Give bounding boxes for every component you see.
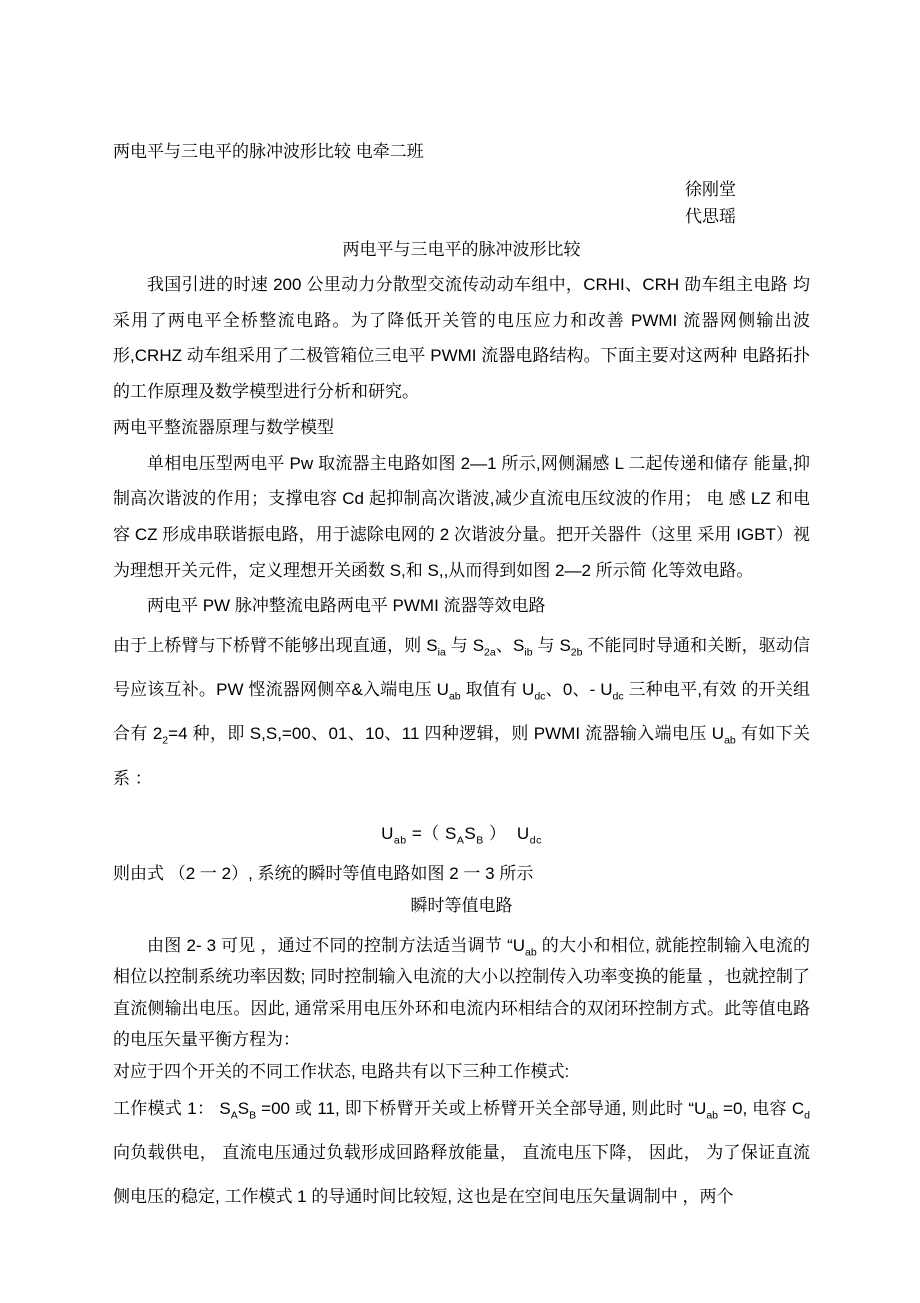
- work-modes-intro-line: 对应于四个开关的不同工作状态, 电路共有以下三种工作模式:: [113, 1061, 570, 1081]
- section-heading: 两电平整流器原理与数学模型: [113, 417, 334, 437]
- voltage-equation: $U_{ab}$ =（ $S_AS_B$ ） $U_{dc}$: [381, 823, 542, 847]
- doc-header-line: 两电平与三电平的脉冲波形比较 电牵二班: [113, 142, 424, 161]
- equation-reference-line: 则由式 （2 一 2）, 系统的瞬时等值电路如图 2 一 3 所示: [113, 864, 534, 884]
- control-method-paragraph: 由图 2- 3 可见 ，通过不同的控制方法适当调节 “$U_{ab}$ 的大小和相位, 就能控制输入电流的相位以控制系统功率因数; 同时控制输入电流的大小以控制传入功率变换的能量 ，也就控制了直流侧输出电压。因此, 通常采用电压外环和电流内环相结合的双闭环控制方式。此等值电路的电压矢量平衡方程为：: [113, 935, 810, 1050]
- document-title: 两电平与三电平的脉冲波形比较: [342, 239, 581, 259]
- intro-paragraph: 我国引进的时速 200 公里动力分散型交流传动动车组中，CRHI、CRH 劭车组主电路 均采用了两电平全桥整流电路。为了降低开关管的电压应力和改善 PWMI 流器网侧输出波形,CRHZ 动车组采用了二极管箱位三电平 PWMI 流器电路结构。下面主要对这两种 电路拓扑的工作原理及数学模型进行分析和研究。: [113, 275, 810, 402]
- author-block: [113, 177, 810, 230]
- figure-caption-equivalent-circuit: 两电平 PW 脉冲整流电路两电平 PWMI 流器等效电路: [147, 596, 546, 616]
- work-mode-1-paragraph: 工作模式 1： $S_AS_B =00$ 或 11, 即下桥臂开关或上桥臂开关全部导通, 则此时 “$U_{ab} =0$, 电容 $C_d$ 向负载供电， 直流电压通过负载形成回路释放能量， 直流电压下降， 因此， 为了保证直流侧电压的稳定, 工作模式 1 的导通时间比较短, 这也是在空间电压矢量调制中 ，两个: [113, 1099, 810, 1207]
- switch-logic-paragraph: 由于上桥臂与下桥臂不能够出现直通，则 $S_{ia}$ 与 $S_{2a}$、$S_{ib}$ 与 $S_{2b}$ 不能同时导通和关断，驱动信号应该互补。PW 悭流器网侧卒&入端电压 $U_{ab}$ 取值有 $U_{dc}$、0、- $U_{dc}$ 三种电平,有效 的开关组合有 $2_2=4$ 种，即 S,S,=00、01、10、11 四种逻辑，则 PWMI 流器输入端电压 $U_{ab}$ 有如下关系 ：: [113, 635, 811, 788]
- circuit-description-paragraph: 单相电压型两电平 Pw 取流器主电路如图 2—1 所示,网侧漏感 L 二起传递和储存 能量,抑制高次谐波的作用；支撑电容 Cd 起抑制高次谐波,减少直流电压纹波的作用； 电 感 LZ 和电容 CZ 形成串联谐振电路，用于滤除电网的 2 次谐波分量。把开关器件（这里 采用 IGBT）视为理想开关元件，定义理想开关函数 S,和 S,,从而得到如图 2—2 所示简 化等效电路。: [113, 453, 810, 580]
- author-name-1: 徐刚堂: [685, 180, 736, 200]
- figure-caption-instantaneous-circuit: 瞬时等值电路: [410, 895, 513, 915]
- author-name-2: 代思瑶: [685, 206, 736, 226]
